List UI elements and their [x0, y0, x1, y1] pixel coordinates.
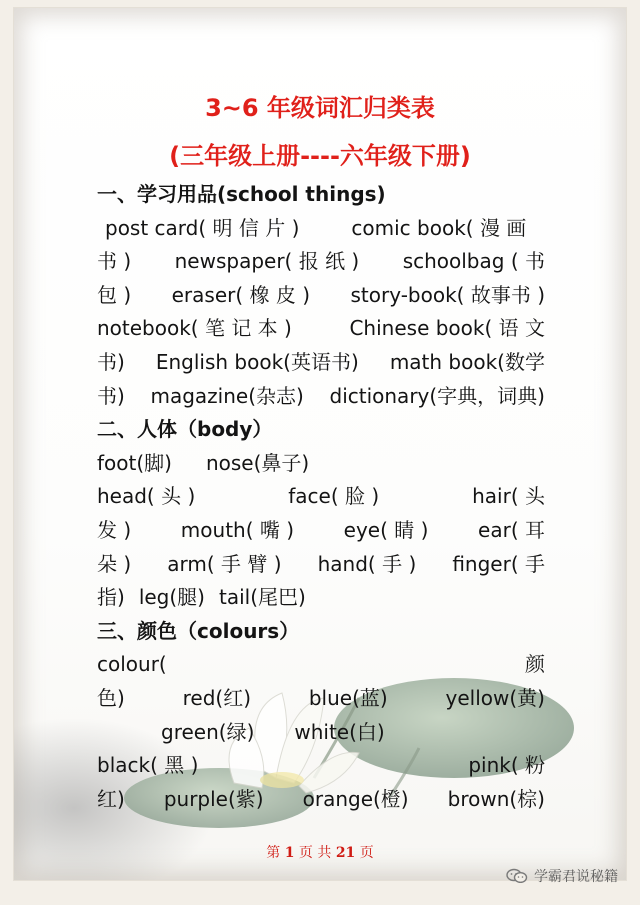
vocab-entry: Chinese book( 语 文 — [349, 316, 545, 341]
text-line — [97, 648, 545, 682]
page-footer — [14, 842, 626, 862]
vocab-entry: comic book( 漫 画 — [351, 215, 527, 240]
vocab-entry: schoolbag ( 书 — [402, 249, 545, 274]
page-title: 3~6 年级词汇归类表 — [205, 94, 435, 122]
vocab-entry: nose(鼻子) — [205, 450, 310, 475]
vocab-entry: head( 头 ) — [97, 484, 196, 509]
vocab-entry: 红) — [97, 786, 125, 811]
vocab-entry: 书) — [97, 349, 125, 374]
text-line — [97, 312, 545, 346]
vocab-entry: notebook( 笔 记 本 ) — [97, 316, 292, 341]
vocab-entry: 书 ) — [97, 249, 132, 274]
vocab-entry: newspaper( 报 纸 ) — [174, 249, 360, 274]
text-line — [97, 346, 545, 380]
watermark — [506, 866, 618, 886]
vocab-entry: black( 黑 ) — [97, 753, 199, 778]
vocab-entry: orange(橙) — [302, 786, 409, 811]
vocab-entry: pink( 粉 — [468, 753, 545, 778]
footer-total-pages: 21 — [335, 845, 356, 861]
vocab-entry: story-book( 故事书 ) — [350, 282, 545, 307]
vocab-entry: brown(棕) — [447, 786, 545, 811]
vocab-entry: mouth( 嘴 ) — [180, 517, 295, 542]
vocab-entry: white(白) — [294, 719, 385, 744]
vocab-entry: 书) — [97, 383, 125, 408]
vocab-entry: ear( 耳 — [478, 517, 545, 542]
footer-page-number: 1 — [284, 845, 295, 861]
text-line — [97, 749, 545, 783]
vocab-entry: 颜 — [525, 652, 545, 677]
watermark-text: 学霸君说秘籍 — [534, 869, 618, 885]
vocab-entry: arm( 手 臂 ) — [167, 551, 282, 576]
vocab-entry: finger( 手 — [452, 551, 545, 576]
section-heading: 二、人体（body） — [97, 417, 273, 442]
vocab-entry: 发 ) — [97, 517, 132, 542]
vocab-entry: eraser( 橡 皮 ) — [171, 282, 311, 307]
vocab-entry: post card( 明 信 片 ) — [105, 215, 300, 240]
vocab-entry: face( 脸 ) — [288, 484, 380, 509]
text-line — [97, 380, 545, 414]
document-page — [14, 8, 626, 880]
text-line — [97, 514, 545, 548]
vocab-entry: 色) — [97, 685, 125, 710]
text-line — [97, 682, 545, 716]
vocab-entry: hand( 手 ) — [317, 551, 417, 576]
section-heading: 一、学习用品(school things) — [97, 182, 386, 206]
text-line — [97, 716, 545, 750]
footer-suffix: 页 — [359, 845, 374, 861]
text-line — [97, 279, 545, 313]
vocab-entry: math book(数学 — [389, 349, 545, 374]
vocab-entry: leg(腿) — [138, 585, 205, 610]
vocab-entry: tail(尾巴) — [218, 585, 306, 610]
vocab-entry: magazine(杂志) — [150, 383, 304, 408]
vocab-entry: green(绿) — [161, 719, 255, 744]
text-line — [97, 480, 545, 514]
text-line — [97, 447, 545, 481]
vocab-entry: red(红) — [182, 685, 252, 710]
vocab-entry: dictionary(字典，词典) — [329, 383, 545, 408]
vocab-entry: foot(脚) — [97, 450, 172, 475]
page-subtitle: (三年级上册----六年级下册) — [169, 142, 471, 170]
vocab-entry: blue(蓝) — [308, 685, 388, 710]
vocab-entry: 包 ) — [97, 282, 132, 307]
text-line — [97, 212, 545, 246]
vocab-entry: purple(紫) — [163, 786, 264, 811]
vocabulary-content — [97, 178, 545, 816]
footer-mid: 页 共 — [298, 845, 332, 861]
section-heading: 三、颜色（colours） — [97, 618, 300, 643]
vocab-entry: 朵 ) — [97, 551, 132, 576]
vocab-entry: English book(英语书) — [155, 349, 359, 374]
vocab-entry: hair( 头 — [472, 484, 545, 509]
wechat-icon — [506, 868, 528, 884]
footer-prefix: 第 — [266, 845, 281, 861]
text-line — [97, 581, 545, 615]
vocab-entry: yellow(黄) — [445, 685, 545, 710]
text-line — [97, 548, 545, 582]
vocab-entry: colour( — [97, 652, 167, 677]
vocab-entry: eye( 睛 ) — [343, 517, 429, 542]
text-line — [97, 245, 545, 279]
text-line — [97, 783, 545, 817]
vocab-entry: 指) — [97, 585, 125, 610]
